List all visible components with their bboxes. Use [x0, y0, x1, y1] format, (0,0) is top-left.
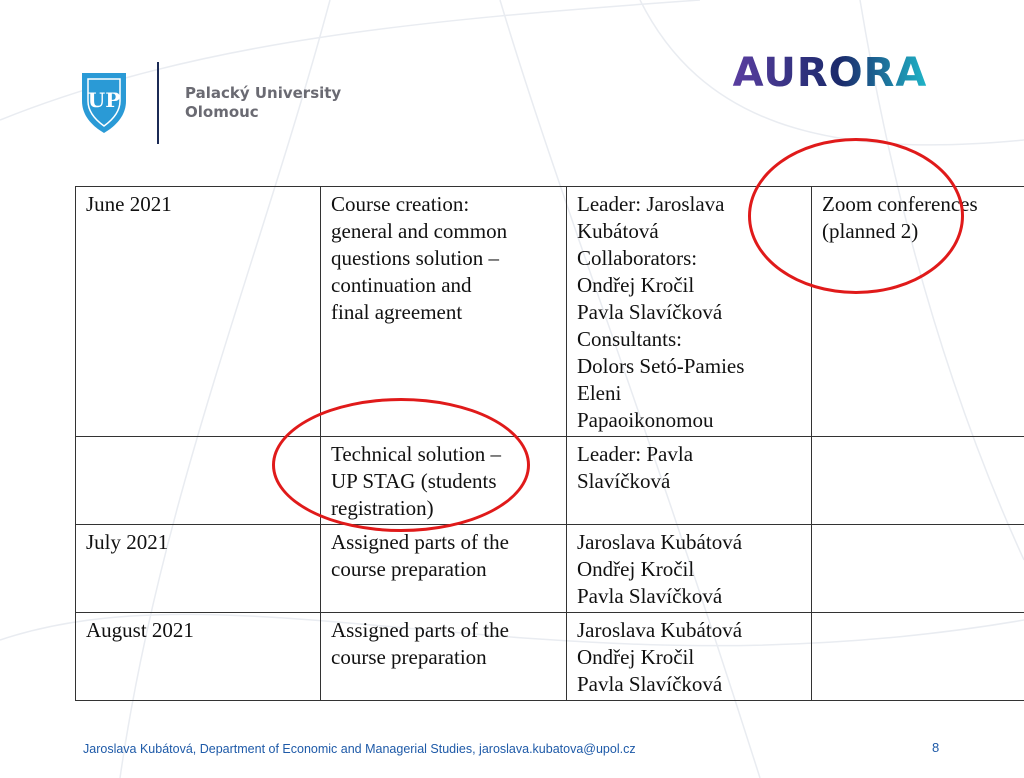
table-cell-people	[567, 525, 812, 613]
table-cell-month: June 2021	[76, 187, 321, 437]
cell-line: Eleni	[577, 381, 622, 405]
table-cell-month	[76, 437, 321, 525]
cell-line: Course creation:	[331, 192, 470, 216]
cell-line: Ondřej Kročil	[577, 557, 695, 581]
table-cell-notes	[812, 525, 1024, 613]
cell-line: Collaborators:	[577, 246, 698, 270]
cell-line: general and common	[331, 219, 508, 243]
footer-credit: Jaroslava Kubátová, Department of Economic and Managerial Studies, jaroslava.kubatova@upol.cz	[83, 742, 636, 756]
table-cell-notes	[812, 613, 1024, 701]
cell-line: Dolors Setó-Pamies	[577, 354, 745, 378]
cell-line: Pavla Slavíčková	[577, 672, 723, 696]
table-cell-activity	[321, 525, 567, 613]
table-cell-month: August 2021	[76, 613, 321, 701]
aurora-logo-text: AURORA	[732, 50, 928, 92]
university-name-line2: Olomouc	[185, 103, 259, 121]
university-name	[185, 84, 341, 122]
cell-line: (planned 2)	[822, 219, 919, 243]
cell-line: questions solution –	[331, 246, 500, 270]
aurora-logo	[724, 48, 936, 92]
cell-line: Kubátová	[577, 219, 659, 243]
cell-line: Slavíčková	[577, 469, 671, 493]
table-cell-notes	[812, 187, 1024, 437]
cell-line: Zoom conferences	[822, 192, 978, 216]
university-shield-icon	[80, 71, 128, 135]
table-cell-people	[567, 187, 812, 437]
table-row	[76, 613, 1024, 701]
table-cell-activity	[321, 613, 567, 701]
shield-lettering: UP	[87, 88, 121, 112]
cell-line: course preparation	[331, 645, 487, 669]
cell-line: Pavla Slavíčková	[577, 300, 723, 324]
table-cell-activity	[321, 187, 567, 437]
cell-line: Jaroslava Kubátová	[577, 530, 743, 554]
table-cell-month: July 2021	[76, 525, 321, 613]
cell-line: Leader: Pavla	[577, 442, 694, 466]
cell-line: UP STAG (students	[331, 469, 497, 493]
cell-line: final agreement	[331, 300, 463, 324]
cell-line: Ondřej Kročil	[577, 273, 695, 297]
cell-line: Ondřej Kročil	[577, 645, 695, 669]
cell-line: continuation and	[331, 273, 472, 297]
logo-divider	[157, 62, 159, 144]
schedule-table	[75, 186, 1024, 701]
table-cell-notes	[812, 437, 1024, 525]
cell-line: Jaroslava Kubátová	[577, 618, 743, 642]
university-name-line1: Palacký University	[185, 84, 342, 102]
table-cell-people	[567, 613, 812, 701]
table-row	[76, 525, 1024, 613]
table-row	[76, 187, 1024, 437]
page-number: 8	[932, 740, 940, 755]
table-cell-activity	[321, 437, 567, 525]
cell-line: Papaoikonomou	[577, 408, 714, 432]
cell-line: Assigned parts of the	[331, 530, 509, 554]
cell-line: Assigned parts of the	[331, 618, 509, 642]
table-row	[76, 437, 1024, 525]
cell-line: Leader: Jaroslava	[577, 192, 725, 216]
cell-line: Pavla Slavíčková	[577, 584, 723, 608]
palacky-university-logo	[80, 62, 341, 144]
cell-line: registration)	[331, 496, 434, 520]
cell-line: Consultants:	[577, 327, 683, 351]
cell-line: course preparation	[331, 557, 487, 581]
table-cell-people	[567, 437, 812, 525]
cell-line: Technical solution –	[331, 442, 501, 466]
